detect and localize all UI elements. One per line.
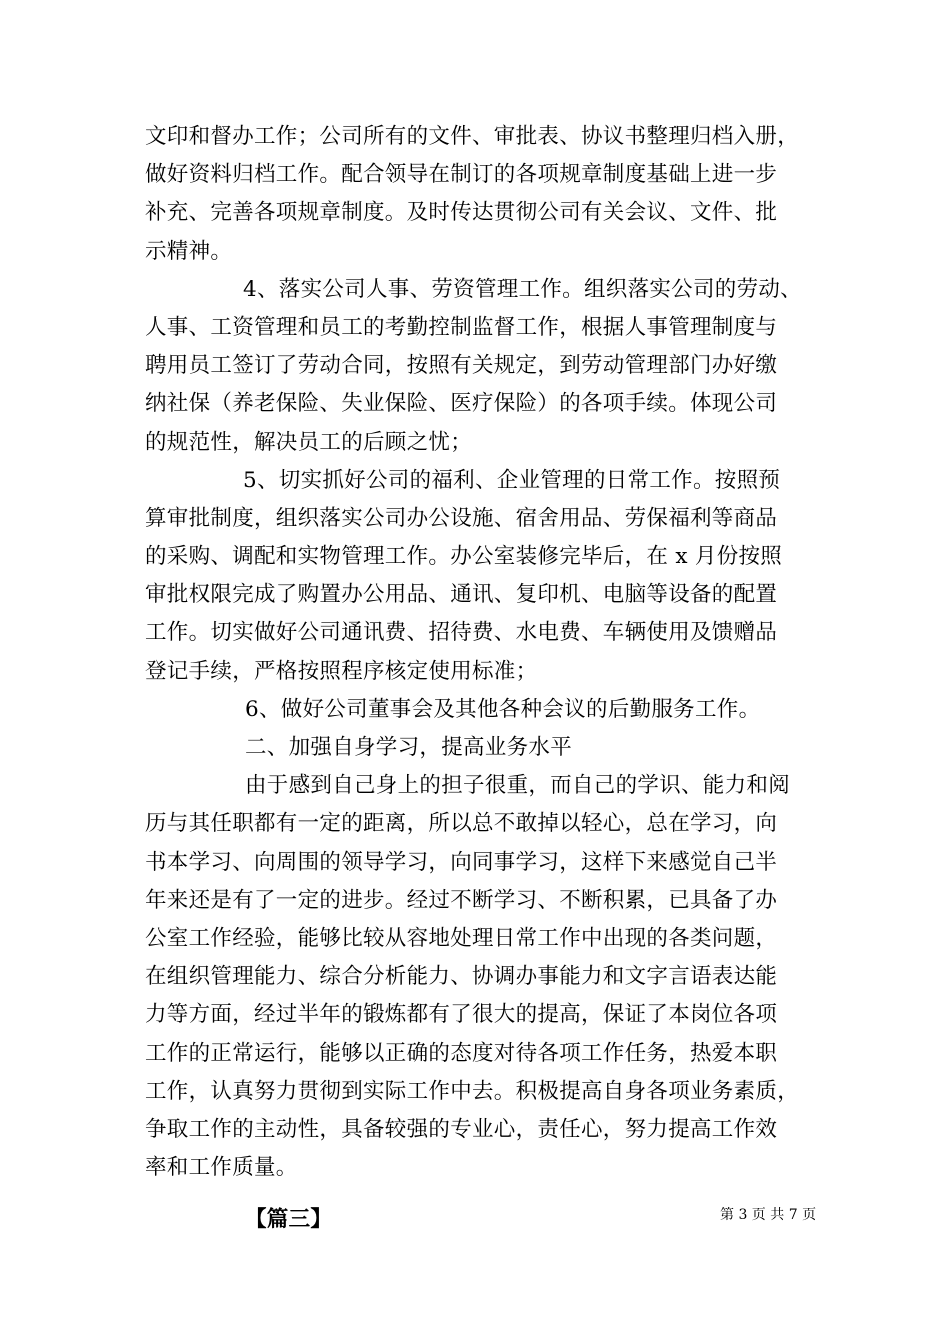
text-line: 做好资料归档工作。配合领导在制订的各项规章制度基础上进一步 <box>145 162 778 188</box>
text-line: 争取工作的主动性，具备较强的专业心，责任心，努力提高工作效 <box>145 1116 778 1142</box>
text-line: 书本学习、向周围的领导学习，向同事学习，这样下来感觉自己半 <box>145 849 778 875</box>
section-marker: 【篇三】 <box>245 1207 333 1233</box>
text-line: 的规范性，解决员工的后顾之忧； <box>145 429 473 455</box>
text-line: 年来还是有了一定的进步。经过不断学习、不断积累，已具备了办 <box>145 887 778 913</box>
paragraph-start-line: 由于感到自己身上的担子很重，而自己的学识、能力和阅 <box>245 773 791 799</box>
text-line: 文印和督办工作；公司所有的文件、审批表、协议书整理归档入册， <box>145 124 800 149</box>
section-heading: 二、加强自身学习，提高业务水平 <box>245 735 573 760</box>
text-line: 工作。切实做好公司通讯费、招待费、水电费、车辆使用及馈赠品 <box>145 620 778 646</box>
text-line: 算审批制度，组织落实公司办公设施、宿舍用品、劳保福利等商品 <box>145 505 778 531</box>
text-line: 的采购、调配和实物管理工作。办公室装修完毕后，在 x 月份按照 <box>145 544 783 570</box>
text-line: 工作的正常运行，能够以正确的态度对待各项工作任务，热爱本职 <box>145 1040 778 1066</box>
text-line: 力等方面，经过半年的锻炼都有了很大的提高，保证了本岗位各项 <box>145 1002 778 1028</box>
document-body <box>145 118 815 1239</box>
text-line: 人事、工资管理和员工的考勤控制监督工作，根据人事管理制度与 <box>145 314 778 340</box>
text-line: 纳社保（养老保险、失业保险、医疗保险）的各项手续。体现公司 <box>145 391 778 417</box>
text-line: 公室工作经验，能够比较从容地处理日常工作中出现的各类问题， <box>145 925 778 951</box>
paragraph-start-line: 6、做好公司董事会及其他各种会议的后勤服务工作。 <box>245 696 761 722</box>
text-line: 登记手续，严格按照程序核定使用标准； <box>145 658 538 684</box>
page-number-footer: 第 3 页 共 7 页 <box>720 1207 817 1223</box>
paragraph-start-line: 5、切实抓好公司的福利、企业管理的日常工作。按照预 <box>243 467 781 493</box>
text-line: 补充、完善各项规章制度。及时传达贯彻公司有关会议、文件、批 <box>145 200 778 226</box>
text-line: 聘用员工签订了劳动合同，按照有关规定，到劳动管理部门办好缴 <box>145 353 778 379</box>
text-line: 示精神。 <box>145 238 233 264</box>
text-line: 在组织管理能力、综合分析能力、协调办事能力和文字言语表达能 <box>145 964 778 990</box>
text-line: 历与其任职都有一定的距离，所以总不敢掉以轻心，总在学习，向 <box>145 811 778 837</box>
paragraph-start-line: 4、落实公司人事、劳资管理工作。组织落实公司的劳动、 <box>243 276 802 302</box>
text-line: 率和工作质量。 <box>145 1155 298 1181</box>
text-line: 工作，认真努力贯彻到实际工作中去。积极提高自身各项业务素质， <box>145 1078 800 1104</box>
text-line: 审批权限完成了购置办公用品、通讯、复印机、电脑等设备的配置 <box>145 582 778 608</box>
